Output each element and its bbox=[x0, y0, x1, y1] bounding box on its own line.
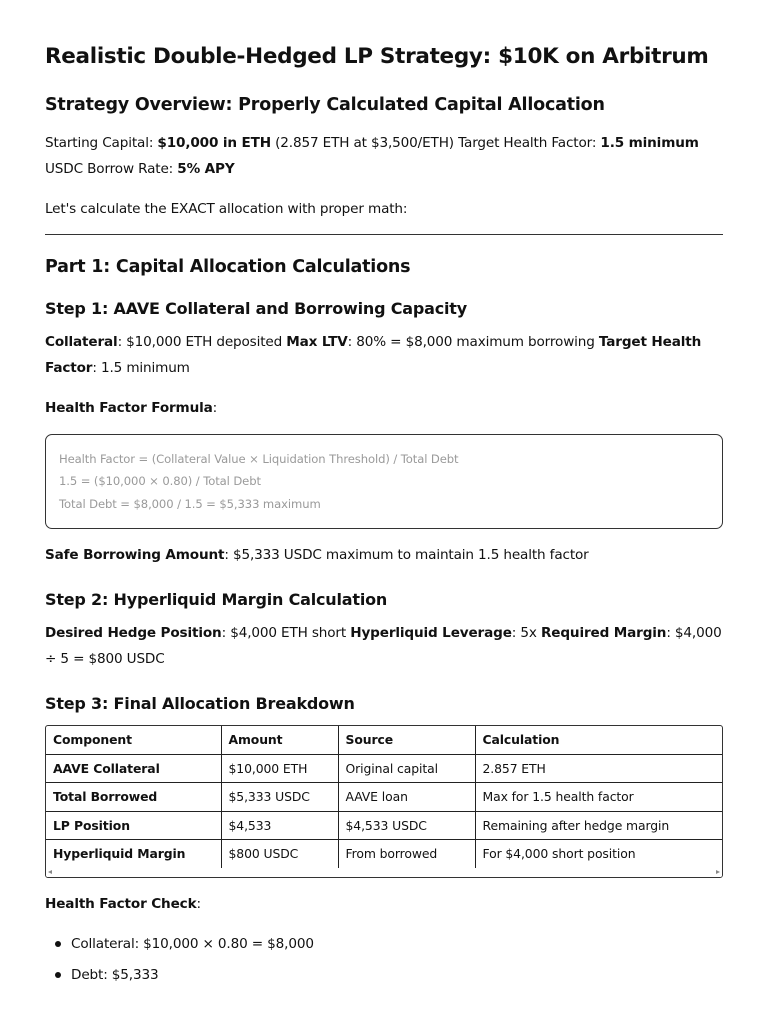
formula-label: Health Factor Formula bbox=[45, 400, 213, 416]
table-cell: AAVE Collateral bbox=[46, 754, 221, 783]
list-item-text: Debt: $5,333 bbox=[71, 967, 159, 983]
table-cell: $10,000 ETH bbox=[221, 754, 338, 783]
starting-capital-note: (2.857 ETH at $3,500/ETH) bbox=[275, 135, 454, 151]
safe-borrowing-line bbox=[45, 543, 723, 569]
collateral-label: Collateral bbox=[45, 334, 118, 350]
starting-capital-label: Starting Capital: bbox=[45, 135, 154, 151]
step1-paragraph bbox=[45, 330, 723, 381]
column-header-component: Component bbox=[46, 726, 221, 754]
table-cell: $800 USDC bbox=[221, 840, 338, 869]
hf-check-label: Health Factor Check bbox=[45, 896, 197, 912]
overview-heading: Strategy Overview: Properly Calculated Capital Allocation bbox=[45, 95, 605, 115]
table-row bbox=[46, 840, 722, 869]
table-cell: LP Position bbox=[46, 811, 221, 840]
borrow-rate-value: 5% APY bbox=[177, 160, 235, 177]
margin-value: : $4,000 ÷ 5 = $800 USDC bbox=[45, 625, 722, 667]
intro-text: Let's calculate the EXACT allocation with proper math: bbox=[45, 201, 408, 217]
step3-heading: Step 3: Final Allocation Breakdown bbox=[45, 694, 355, 713]
ltv-value: : 80% = $8,000 maximum borrowing bbox=[347, 334, 595, 350]
table-horizontal-scrollbar[interactable] bbox=[46, 868, 722, 877]
leverage-label: Hyperliquid Leverage bbox=[350, 625, 512, 641]
column-header-source: Source bbox=[338, 726, 475, 754]
column-header-amount: Amount bbox=[221, 726, 338, 754]
hedge-value: : $4,000 ETH short bbox=[221, 625, 347, 641]
collateral-value: : $10,000 ETH deposited bbox=[117, 334, 283, 350]
table-cell: AAVE loan bbox=[338, 783, 475, 812]
table-row bbox=[46, 754, 722, 783]
table-row bbox=[46, 783, 722, 812]
bullet-dot-icon bbox=[55, 941, 61, 947]
formula-colon: : bbox=[212, 400, 218, 416]
scroll-left-arrow-icon[interactable] bbox=[48, 870, 52, 874]
table-header-row bbox=[46, 726, 722, 754]
target-hf-value: 1.5 minimum bbox=[600, 135, 699, 151]
allocation-table bbox=[46, 726, 722, 869]
table-cell: For $4,000 short position bbox=[475, 840, 722, 869]
overview-paragraph bbox=[45, 131, 723, 182]
table-cell: Remaining after hedge margin bbox=[475, 811, 722, 840]
safe-borrowing-label: Safe Borrowing Amount bbox=[45, 547, 225, 563]
formula-line-2: 1.5 = ($10,000 × 0.80) / Total Debt bbox=[59, 474, 261, 488]
leverage-value: : 5x bbox=[511, 625, 537, 641]
borrow-rate-label: USDC Borrow Rate: bbox=[45, 160, 174, 177]
formula-line-3: Total Debt = $8,000 / 1.5 = $5,333 maximum bbox=[59, 497, 321, 511]
list-item bbox=[45, 930, 723, 961]
list-item-text: Collateral: $10,000 × 0.80 = $8,000 bbox=[71, 936, 314, 952]
table-cell: From borrowed bbox=[338, 840, 475, 869]
table-cell: Hyperliquid Margin bbox=[46, 840, 221, 869]
table-cell: Max for 1.5 health factor bbox=[475, 783, 722, 812]
table-cell: 2.857 ETH bbox=[475, 754, 722, 783]
table-cell: $4,533 USDC bbox=[338, 811, 475, 840]
allocation-table-container bbox=[45, 725, 723, 878]
step1-target-hf-value: : 1.5 minimum bbox=[92, 359, 190, 376]
step1-target-hf-label: Target Health Factor bbox=[45, 334, 702, 376]
margin-label: Required Margin bbox=[540, 625, 667, 641]
hedge-label: Desired Hedge Position bbox=[45, 625, 222, 641]
hf-check-list bbox=[45, 930, 723, 992]
table-cell: $4,533 bbox=[221, 811, 338, 840]
formula-line-1: Health Factor = (Collateral Value × Liquidation Threshold) / Total Debt bbox=[59, 452, 459, 466]
starting-capital-value: $10,000 in ETH bbox=[157, 135, 271, 151]
page-title: Realistic Double-Hedged LP Strategy: $10K on Arbitrum bbox=[45, 44, 709, 69]
table-row bbox=[46, 811, 722, 840]
scroll-right-arrow-icon[interactable] bbox=[716, 870, 720, 874]
part1-heading: Part 1: Capital Allocation Calculations bbox=[45, 257, 411, 277]
formula-code-block bbox=[45, 434, 723, 529]
ltv-label: Max LTV bbox=[286, 334, 348, 350]
safe-borrowing-value: : $5,333 USDC maximum to maintain 1.5 health factor bbox=[224, 547, 589, 563]
hf-check-colon: : bbox=[196, 896, 201, 912]
table-cell: Original capital bbox=[338, 754, 475, 783]
step2-paragraph bbox=[45, 621, 723, 672]
section-divider bbox=[45, 234, 723, 235]
step1-heading: Step 1: AAVE Collateral and Borrowing Capacity bbox=[45, 299, 467, 318]
table-cell: Total Borrowed bbox=[46, 783, 221, 812]
hf-check-label-line bbox=[45, 892, 723, 918]
step2-heading: Step 2: Hyperliquid Margin Calculation bbox=[45, 590, 388, 609]
table-cell: $5,333 USDC bbox=[221, 783, 338, 812]
formula-label-line bbox=[45, 396, 723, 422]
target-hf-label: Target Health Factor: bbox=[458, 135, 597, 151]
bullet-dot-icon bbox=[55, 972, 61, 978]
column-header-calculation: Calculation bbox=[475, 726, 722, 754]
list-item bbox=[45, 961, 723, 992]
